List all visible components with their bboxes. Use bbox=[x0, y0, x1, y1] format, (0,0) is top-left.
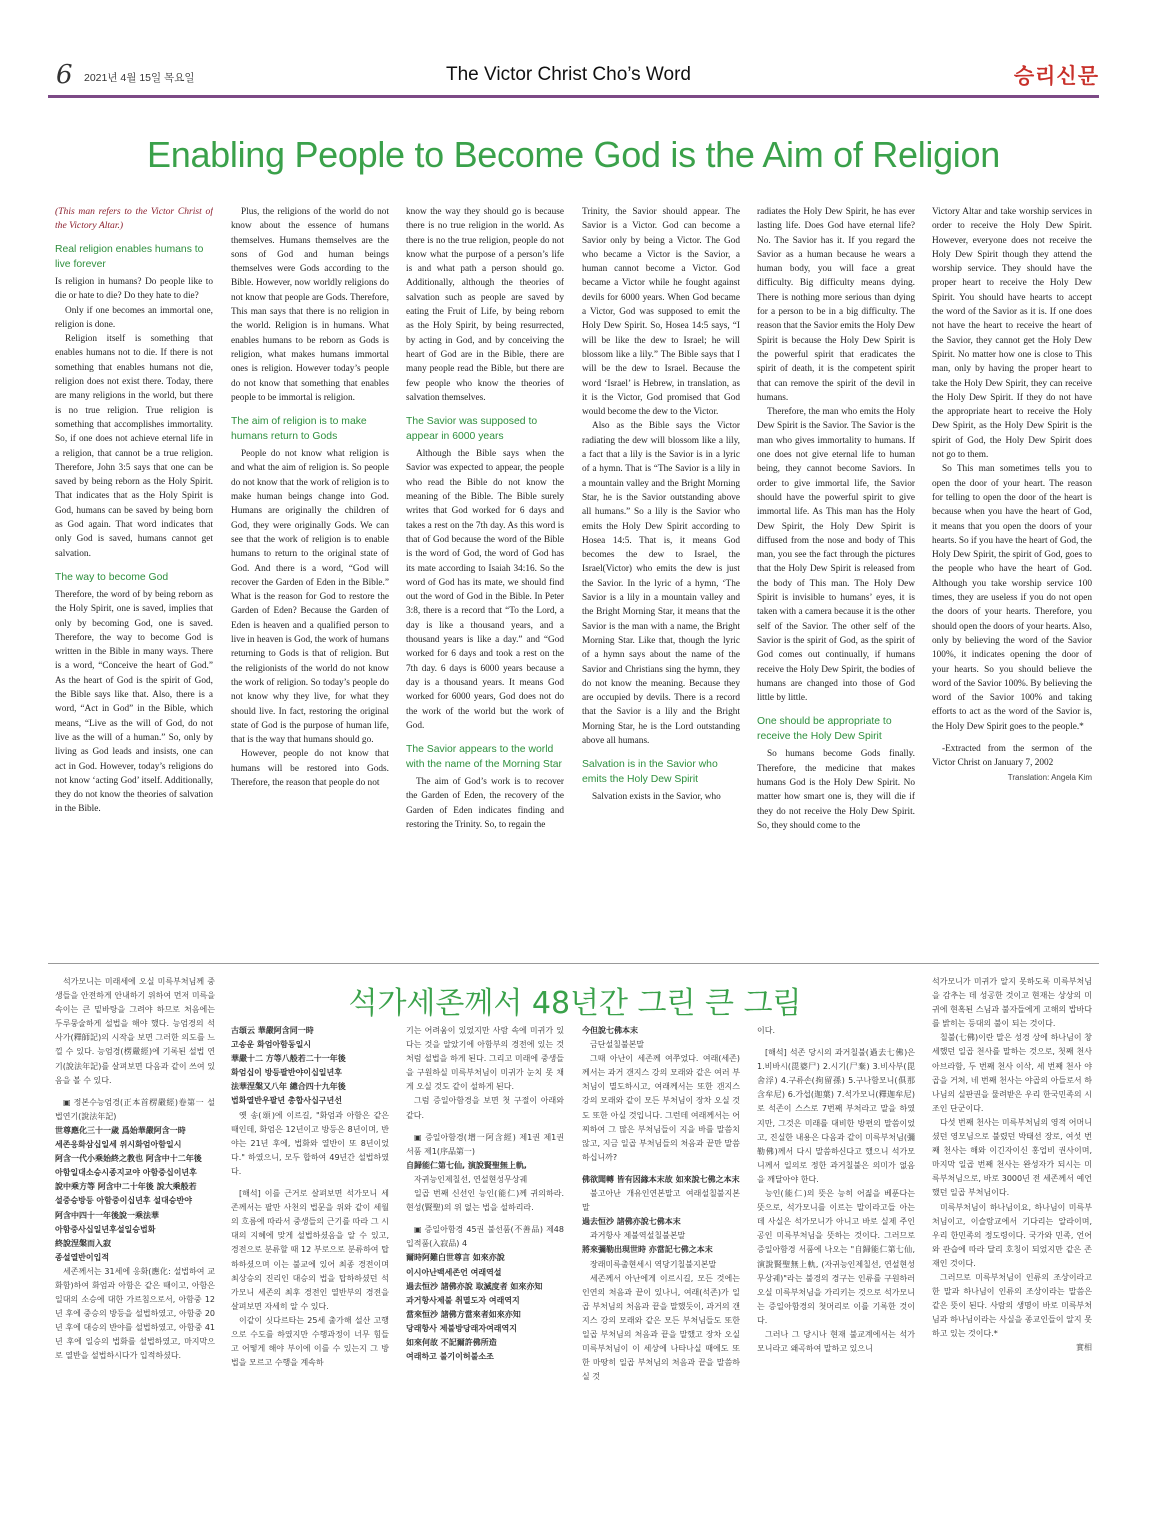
paragraph: 능인(能仁)의 뜻은 능히 어짊을 베푼다는 뜻으로, 석가모니를 이르는 말이라고들 아는데 사실은 석가모니가 아니고 바로 실제 주인공인 미륵부처님을 뜻하는 것이다. 그러므로 증일아함경 서품에 나오는 "自歸能仁第七仙, 演說賢聖無上軌, (자귀능인제칠선, 연설현성무상궤)"라는 불경의 경구는 인류를 구원하러 오실 미륵부처님을 가리키는 것으로 석가모니는 증일아함경의 첫머리로 이를 기록한 것이다. bbox=[757, 1189, 915, 1325]
article-column-2 bbox=[231, 205, 389, 953]
paragraph: radiates the Holy Dew Spirit, he has ever lasting life. Does God have eternal life? No. The Savior has it. If you regard the Savior as a human because he wears a human body, you will face a great difficulty. Big difficulty means dying. There is nothing more serious than dying for a person to be in a big difficulty. The reason that the Savior emits the Holy Dew Spirit is because the Holy Dew Spirit is the powerful spirit that eradicates the spirit of death, it is the competent spirit that can remove the spirit of the devil in humans. bbox=[757, 207, 915, 403]
scripture-line: 여래하고 불기이허불소조 bbox=[406, 1352, 494, 1362]
korean-column-4 bbox=[582, 1024, 740, 1515]
credit-line: Translation: Angela Kim bbox=[1007, 772, 1092, 782]
paragraph: know the way they should go is because there is no true religion in the world. As there is no the true religion, people do not know what the purpose of a person’s life is and what path a person should go. Additionally, although the theories of salvation such as people are saved by eating the Fruit of Life, by being reborn as the Holy Spirit, by being resurrected, by acting in God, and by conceiving the heart of God are in the Bible, there are many people read the Bible, but there are few people who know the theories of salvation themselves. bbox=[406, 207, 564, 403]
subheading: One should be appropriate to receive the Holy Dew Spirit bbox=[757, 716, 892, 743]
paragraph: So This man sometimes tells you to open the door of your heart. The reason for telling to open the door of the heart is because when you have the heart of God, it means that you open the doors of your hearts. So if you have the heart of God, the Holy Dew Spirit, the spirit of God, goes to the people who have the heart of God. Although you take worship service 100 times, they are useless if you do not open the doors of your hearts. Therefore, you should open the doors of your hearts. Also, only by believing the word of the Savior 100%, it indicates opening the door of your hearts. So you should believe the word of the Savior 100%. By believing the word of the Savior 100% and taking efforts to act as the word of the Savior is, the Holy Dew Spirit goes to the people.* bbox=[932, 464, 1092, 732]
scripture-line: 당래항사 제불방당래자여래역지 bbox=[406, 1323, 517, 1333]
scripture-line: 終說涅槃而入寂 bbox=[55, 1238, 111, 1248]
scripture-line: 설중승방등 아함중이십년후 설대승반야 bbox=[55, 1196, 192, 1206]
page-number: 6 bbox=[56, 60, 73, 90]
scripture-line: 如來何故 不記爾許佛所造 bbox=[406, 1337, 497, 1347]
section-title: The Victor Christ Cho’s Word bbox=[446, 64, 691, 85]
header-rule bbox=[48, 95, 1099, 98]
scripture-line: 종설열반이입적 bbox=[55, 1252, 110, 1262]
scripture-line: 법화열반우팔년 총합사십구년선 bbox=[231, 1096, 342, 1106]
credit-line: 實相 bbox=[1076, 1343, 1092, 1353]
paragraph: [해석] 이를 근거로 살펴보면 석가모니 세존께서는 팔만 사천의 법문을 위와 같이 세월의 흐름에 따라서 중생들의 근기를 따라 그 시대의 지혜에 맞게 설법하셨음을 알 수 있고, 경전으로 분류할 때 12 부로으로 분류하여 탑하하셨으며 이는 불교에 있어 최종 경전이며 최상승의 진리인 대승의 법을 탑하하셨던 석가모니 세존의 최후 경전인 열반부의 경전을 살펴보면 자세히 알 수 있다. bbox=[231, 1189, 389, 1311]
article-column-5 bbox=[757, 205, 915, 953]
paragraph: Plus, the religions of the world do not know about the essence of humans themselves. Humans themselves are the sons of God and human beings themselves were Gods according to the Bible. However, now worldly religions do not know that people are Gods. Therefore, This man says that there is no religion in the world. Religion is in humans. What enables humans to be reborn as Gods is religion, what makes humans immortal ones is religion. However today’s people do not know that something that enables people to be immortal is religion. bbox=[231, 207, 389, 403]
scripture-line: 佛欲聞轉 皆有因緣本末故 如來說七佛之本末 bbox=[582, 1174, 740, 1184]
subheading: The Savior was supposed to appear in 6000 years bbox=[406, 416, 538, 443]
scripture-line: 過去恒沙 諸佛亦說 取滅度者 如來亦知 bbox=[406, 1281, 543, 1291]
paragraph: Victory Altar and take worship services in order to receive the Holy Dew Spirit. However, everyone does not receive the Holy Dew Spirit though they attend the worship service. They should have the proper heart to receive the Holy Dew Spirit. You should have hearts to accept the word of the Savior as it is. If one does not have the heart to receive the heart of the Savior, they cannot get the Holy Dew Spirit. No matter how one is close to This man, only by having the proper heart to take the Holy Dew Spirit, they can receive the Holy Dew Spirit. If they do not have the appropriate heart to receive the Holy Dew Spirit, as the Holy Dew Spirit is the spirit of God, the Holy Dew Spirit does not go to them. bbox=[932, 207, 1092, 461]
paragraph: 미륵부처님이 하나님이요, 하나님이 미륵부처님이고, 이슬람교에서 기다리는 알라이며, 우리 한민족의 정도령이다. 국가와 민족, 언어와 관습에 따라 달리 호칭이 되었지만 같은 존재인 것이다. bbox=[932, 1202, 1092, 1268]
scripture-line: 過去恒沙 諸佛亦說七佛本末 bbox=[582, 1217, 681, 1227]
paragraph: 그러나 그 당시나 현재 불교계에서는 석가모니라고 왜곡하여 말하고 있으니 bbox=[757, 1329, 915, 1354]
korean-column-5 bbox=[757, 1024, 915, 1515]
scripture-line: 古頌云 華嚴阿含同一時 bbox=[231, 1026, 314, 1035]
paragraph: -Extracted from the sermon of the Victor Christ on January 7, 2002 bbox=[932, 743, 1092, 769]
paragraph: 이다. bbox=[757, 1026, 775, 1035]
paragraph: 자귀능인제칠선, 연설현성무상궤 bbox=[414, 1174, 528, 1184]
paragraph: 석가모니가 미귀가 알지 못하도록 미륵부처님을 감추는 데 성공한 것이고 현재는 상상의 미귀에 현혹된 스님과 불자들에게 고해의 밥바다를 밝히는 등대의 불이 되는 것이다. bbox=[932, 977, 1092, 1029]
scripture-line: 今但說七佛本末 bbox=[582, 1026, 638, 1035]
korean-column-1 bbox=[55, 975, 215, 1515]
paragraph: 기는 어려움이 있었지만 사람 속에 미귀가 있다는 것을 알았기에 아함부의 경전에 있는 것처럼 설법을 하게 된다. 그리고 미래에 중생들을 구원하실 미륵부처님이 미귀가 눈치 못 채게 오실 것도 같이 설하게 된다. bbox=[406, 1026, 564, 1092]
page-header bbox=[48, 58, 1099, 94]
paragraph: Although the Bible says when the Savior was expected to appear, the people who read the Bible do not know the meaning of the Bible. The Bible surely writes that God worked for 6 days and takes a rest on the 7th day. As this word is that of God because the word of the Bible is the word of God, the word of God has its mate according to Isaiah 34:16. So the word of God has its mate, we should find out the word of God in the Bible. In Peter 3:8, there is a record that “To the Lord, a day is like a thousand years, and a thousand years is like a day.” and “God worked for 6 days and took a rest on the 7th day. 6 days is 6000 years because a day is a thousand years. It means God worked for 6000 years, God does not do the work of the world but the work of God. bbox=[406, 449, 564, 731]
article-column-3 bbox=[406, 205, 564, 953]
scripture-line: 世尊應化三十一歲 爲始華嚴阿含一時 bbox=[55, 1125, 186, 1135]
paragraph: Therefore, the word of by being reborn as the Holy Spirit, one is saved, implies that only by becoming God, one is saved. Therefore, the way to become God is written in the Bible in many ways. There is a word, “Conceive the heart of God.” As the heart of God is the spirit of God, the Bible says like that. Also, there is a word, “Act in God” in the Bible, which means, “Live as the will of God, do not live as the will of a human.” So, only by living as God leads and insists, one can act in God. However, today’s religions do not know ‘acting God’ itself. Additionally, they do not know the theories of salvation in the Bible. bbox=[55, 589, 213, 815]
spacer bbox=[55, 1088, 215, 1096]
paragraph: Trinity, the Savior should appear. The Savior is a Victor. God can become a Savior only by being a Victor. The God who became a Victor is the Savior, a human cannot become a Victor. God became a Victor while he fought against devils for 6000 years. When God became a Victor, God was supposed to emit the Holy Dew Spirit. So, Hosea 14:5 says, “I will be like the dew to Israel; he will blossom like a lily.” The Bible says that I will be the dew to Israel. Because the word ‘Israel’ is Hebrew, in translation, as it is the Victor, God promised that God would become the dew to the Victor. bbox=[582, 207, 740, 418]
subheading: The aim of religion is to make humans return to Gods bbox=[231, 416, 367, 443]
korean-headline: 석가세존께서 48년간 그린 큰 그림 bbox=[348, 986, 802, 1021]
spacer bbox=[406, 1215, 564, 1223]
article-note: (This man refers to the Victor Christ of the Victory Altar.) bbox=[55, 206, 213, 231]
paragraph: 그러므로 미륵부처님이 인류의 조상이라고 한 말과 하나님이 인류의 조상이라는 말씀은 같은 뜻이 된다. 사람의 생명이 바로 미륵부처님과 하나님이라는 사실을 종교인들이 알지 못하고 있는 것이다.* bbox=[932, 1272, 1092, 1339]
paragraph: ▣ 증일아함경 45권 불선품(不善品) 제48 입적품(入寂品) 4 bbox=[406, 1225, 564, 1249]
scripture-line: 아함중사십일년후설일승법화 bbox=[55, 1224, 156, 1234]
subheading: Salvation is in the Savior who emits the Holy Dew Spirit bbox=[582, 759, 718, 786]
paragraph: 불고아난 개유인연본말고 여래설칠불지본말 bbox=[582, 1189, 740, 1213]
article-headline: Enabling People to Become God is the Aim of Religion bbox=[147, 134, 1000, 175]
spacer bbox=[932, 734, 1092, 742]
scripture-line: 고송운 화엄아함동일시 bbox=[231, 1040, 312, 1050]
paragraph: 장래미륵출현세시 역당기칠불지본말 bbox=[590, 1259, 717, 1269]
newspaper-logo: 승리신문 bbox=[1013, 64, 1099, 88]
paragraph: Only if one becomes an immortal one, religion is done. bbox=[55, 305, 213, 330]
korean-column-6 bbox=[932, 975, 1092, 1515]
scripture-line: 爾時阿難白世尊言 如來亦說 bbox=[406, 1253, 505, 1263]
spacer bbox=[757, 1038, 915, 1046]
scripture-line: 說中乘方等 阿含中二十年後 說大乘般若 bbox=[55, 1182, 197, 1192]
paragraph: Therefore, the man who emits the Holy Dew Spirit is the Savior. The Savior is the man who gives immortality to humans. If one does not give eternal life to human being, they cannot become Saviors. In order to give immortal life, the Savior should have the powerful spirit to give immortal life. As This man has the Holy Dew Spirit, the Holy Dew Spirit is diffused from the nose and body of This man, you see the fact through the pictures that the Holy Dew Spirit is released from the body of This man. The Holy Dew Spirit is invisible to humans’ eyes, it is taken with a camera because it is the other self of the Savior. The other self of the Savior is the spirit of God, as the spirit of God comes out continually, if humans receive the Holy Dew Spirit, the bodies of humans are changed into those of God little by little. bbox=[757, 407, 915, 704]
paragraph: 금단설칠불본말 bbox=[590, 1040, 645, 1050]
paragraph: 칠불(七佛)이란 말은 성경 상에 하나님이 창세했던 일곱 천사를 말하는 것으로, 첫째 천사 아브라함, 두 번째 천사 이삭, 세 번째 천사 야곱을 거쳐, 네 번째 천사는 야곱의 아들로서 하나님의 실판권을 물려받은 우리 한국민족의 시조인 단군이다. bbox=[932, 1033, 1092, 1113]
paragraph: 다섯 번째 천사는 미륵부처님의 영적 어머니셨던 영모님으로 불렸던 박태선 장로, 여섯 번째 천사는 해와 이긴자이신 홍업비 권사이며, 마지막 일곱 번째 천사는 완성자가 되시는 미륵부처님으로, 바로 3000년 전 세존께서 예언했던 일곱 부처님이다. bbox=[932, 1117, 1092, 1198]
paragraph: 일곱 번째 신선인 능인(能仁)께 귀의하라. 현성(賢聖)의 위 없는 법을 설하리라. bbox=[406, 1189, 564, 1213]
subheading: The Savior appears to the world with the name of the Morning Star bbox=[406, 744, 562, 771]
spacer bbox=[406, 1123, 564, 1131]
paragraph: 석가모니는 미래세에 오실 미륵부처님께 중생들을 안전하게 안내하기 위하여 먼저 미륵을 속이는 큰 밑바탕을 그려야 하므로 처음에는 두루뭉술하게 설법을 해야 했다. 능엄경의 석사가(釋師記)의 시작을 보면 그러한 의도를 느낄 수 있다. 능엄경(楞嚴經)에 기록된 설법 연기(說法年記)를 살펴보면 다음과 같이 쓰여 있음을 볼 수 있다. bbox=[55, 977, 215, 1085]
article-column-1 bbox=[55, 205, 213, 953]
scripture-line: 아함일대소승시종지교야 아함중십이년후 bbox=[55, 1168, 197, 1178]
scripture-line: 과거항사제불 취멸도자 여래역지 bbox=[406, 1295, 520, 1305]
paragraph: Also as the Bible says the Victor radiating the dew will blossom like a lily, a fact that a lily is the Savior is in a lyric of a hymn. That is “The Savior is a lily in a mountain valley and the Bright Morning Star, he is the Savior outstanding above all humans.” So a lily is the Savior who emits the Holy Dew Spirit according to Hosea 14:5. That is, it means God becomes the dew to Israel, the Israel(Victor) who emits the dew is just the Savior. In the lyric of a hymn, ‘The Savior is a lily in a mountain valley and the Bright Morning Star, it means that the Savior is the man with a name, the Bright Morning Star. Like that, though the lyric of a hymn says about the name of the Savior and Christians sing the hymn, they do not know the meaning. Because they are occupied by devils. There is a record that the Savior is a lily and the Bright Morning Star, he is the Lord outstanding above all humans. bbox=[582, 421, 740, 746]
scripture-line: 自歸能仁第七仙, 演說賢聖無上軌, bbox=[406, 1160, 527, 1170]
scripture-line: 當來恒沙 諸佛方當來者如來亦知 bbox=[406, 1309, 521, 1319]
spacer bbox=[231, 1179, 389, 1187]
issue-date: 2021년 4월 15일 목요일 bbox=[84, 72, 195, 84]
paragraph: 세존께서는 31세에 응화(應化: 설법하여 교화함)하여 화엄과 아함은 같은 때이고, 아함은 일대의 소승에 대한 가르침으로서, 아함중 12년 후에 중승의 방등을 설법하였고, 아함중 20년 후에 대승의 반야를 설법하였고, 아함중 41년 후에 일승의 법화를 설법하였고, 마지막으로 열반을 설법하시다가 입적하셨다. bbox=[55, 1266, 215, 1361]
article-column-6 bbox=[932, 205, 1092, 953]
paragraph: ▣ 증일아함경(增一阿含經) 제1권 제1권 서품 제1(序品第一) bbox=[406, 1132, 564, 1156]
paragraph: 이같이 싯다르타는 25세 출가해 설산 고행으로 수도를 하였지만 수행과정이 너무 힘들고 어떻게 해야 부이에 이를 수 있는지 그 방법을 모르고 수행을 계속하 bbox=[231, 1315, 389, 1368]
scripture-line: 세존응화삼십일세 위시화엄아함일시 bbox=[55, 1140, 182, 1150]
korean-column-3 bbox=[406, 1024, 564, 1515]
paragraph: 그때 아난이 세존께 여쭈었다. 여래(세존)께서는 과거 갠지스 강의 모래와 같은 여러 부처님이 멸도하시고, 여래께서는 또한 갠지스 강의 모래와 같이 모든 부처님이 장차 오실 것도 또한 아실 것입니다. 그런데 여래께서는 어찌하여 그 많은 부처님들이 지을 바를 말씀치 않고, 지금 일곱 부처님들의 처음과 끝만 말씀하십니까? bbox=[582, 1054, 740, 1162]
paragraph: ▣ 정본수능엄경(正本首楞嚴經)卷第一 설법연기(說法年記) bbox=[55, 1097, 215, 1121]
scripture-line: 華嚴十二 方等八般若二十一年後 bbox=[231, 1054, 346, 1064]
paragraph: So humans become Gods finally. Therefore, the medicine that makes humans God is the Holy Dew Spirit. No matter how smart one is, they will die if they do not receive the Holy Dew Spirit. So, they should come to the bbox=[757, 749, 915, 831]
korean-column-2 bbox=[231, 1024, 389, 1515]
paragraph: Salvation exists in the Savior, who bbox=[592, 792, 721, 803]
paragraph: The aim of God’s work is to recover the Garden of Eden, the recovery of the Garden of Eden indicates finding and restoring the Trinity. So, to regain the bbox=[406, 777, 564, 830]
article-column-4 bbox=[582, 205, 740, 953]
paragraph: [해석] 석존 당시의 과거칠불(過去七佛)은 1.비바시(毘婆尸) 2.시기(尸棄) 3.비사부(毘舍浮) 4.구류손(拘留孫) 5.구나함모니(俱那含牟尼) 6.가섭(迦葉) 7.석가모니(釋迦牟尼)로 석존이 스스로 7번째 부처라고 말을 하였지만, 그것은 미래를 대비한 방편의 말씀이었고, 진실한 내용은 다음과 같이 미륵부처님(彌勒佛)께서 다시 말씀하신다고 했으니 석가모니께서 일의로 정한 과거칠불은 의미가 없음을 깨달아야 한다. bbox=[757, 1048, 915, 1184]
scripture-line: 화엄십이 방등팔반야이십일년후 bbox=[231, 1068, 342, 1078]
scripture-line: 이시아난백세존언 여래역설 bbox=[406, 1267, 502, 1277]
subheading: Real religion enables humans to live forever bbox=[55, 244, 204, 270]
spacer bbox=[582, 1165, 740, 1173]
paragraph: 세존께서 아난에게 이르시길, 모든 것에는 인연의 처음과 끝이 있나니, 여래(석존)가 일곱 부처님의 처음과 끝을 말했듯이, 과거의 갠지스 강의 모래와 같은 모든 부처님들도 또한 일곱 부처님의 처음과 끝을 말했고 장차 오실 미륵부처님이 이 세상에 나타나실 때에도 또한 마땅히 일곱 부처님의 처음과 끝을 말씀하실 것 bbox=[582, 1273, 740, 1382]
paragraph: 그럼 증일아함경을 보면 첫 구절이 아래와 같다. bbox=[406, 1096, 564, 1120]
paragraph: Religion itself is something that enables humans not to die. If there is not something that enables humans not die, religion does not exist there. Today, there are many religions in the world, but there is no true religion. True religion is something that accomplishes immortality. So, if one does not achieve eternal life in a religion, that cannot be a true religion. Therefore, John 3:5 says that one can be saved by being reborn as the Holy Spirit. That indicates that as the Holy Spirit is God, humans can be saved by being born as God again. That word indicates that only God is saved, humans cannot get salvation. bbox=[55, 334, 213, 559]
paragraph: 옛 송(頌)에 이르길, "화엄과 아함은 같은 때인데, 화엄은 12년이고 방등은 8년이며, 반야는 21년 후에, 법화와 열반이 또 8년이었다." 하였으니, 모두 합하여 49년간 설법하였다. bbox=[231, 1110, 389, 1176]
paragraph: People do not know what religion is and what the aim of religion is. So people do not know that the work of religion is to make human beings change into God. Humans are originally the children of God, they were originally Gods. We can see that the work of religion is to enable humans to return to the original state of God. And there is a word, “God will recover the Garden of Eden in the Bible.” What is the reason for God to restore the Garden of Eden? Because the Garden of Eden is heaven and a qualified person to live in heaven is God, the work of humans returning to Gods is that of religion. But the religionists of the world do not know the work of religion. So today’s people do not know why they live, for what they should live. In fact, restoring the original state of God is the purpose of human life, that is the way that humans should go. bbox=[231, 449, 389, 746]
subheading: The way to become God bbox=[55, 571, 169, 583]
scripture-line: 阿含一代小乘始終之教也 阿含中十二年後 bbox=[55, 1154, 202, 1164]
scripture-line: 法華涅槃又八年 總合四十九年後 bbox=[231, 1082, 346, 1092]
scripture-line: 阿含中四十一年後說一乘法華 bbox=[55, 1210, 159, 1220]
paragraph: However, people do not know that humans will be restored into Gods. Therefore, the reason that people do not bbox=[231, 749, 389, 788]
paragraph: 과거항사 제불역설칠불본말 bbox=[590, 1231, 686, 1241]
paragraph: Is religion in humans? Do people like to die or hate to die? Do they hate to die? bbox=[55, 277, 213, 302]
section-divider bbox=[48, 963, 1099, 964]
scripture-line: 將來彌勒出現世時 亦當記七佛之本末 bbox=[582, 1245, 713, 1255]
